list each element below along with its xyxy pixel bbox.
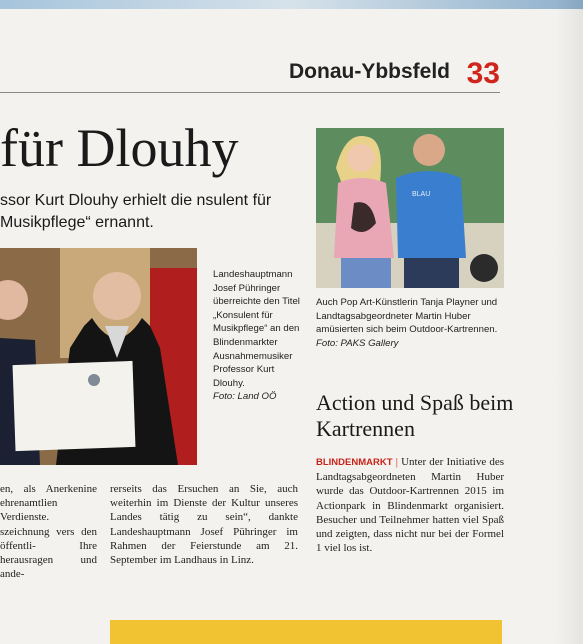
dateline-separator: | — [395, 456, 398, 468]
side-article-title: Action und Spaß beim Kartrennen — [316, 390, 514, 441]
side-article-body — [316, 455, 504, 555]
kart-event-photo — [316, 128, 504, 288]
body-column-2: rerseits das Ersuchen an Sie, auch weiterhin im Dienste der Kultur unseres Landes tätig zu sein“, dankte Landeshauptmann Josef Pühringer im Rahmen der Feierstunde am 21. September im Landhaus in Linz. — [110, 483, 298, 567]
photo-caption-right — [316, 296, 506, 350]
side-article-text: Unter der Initiative des Landtagsabgeordneten Martin Huber wurde das Outdoor-Kartrennen 2015 im Actionpark in Blindenmarkt organisiert. Besucher und Teilnehmer hatten viel Spaß und zeigten, dass nicht nur bei der Formel 1 viel los ist. — [316, 456, 505, 555]
caption-credit: Foto: Land OÖ — [213, 391, 277, 403]
dateline-kicker: BLINDENMARKT — [316, 457, 393, 468]
caption-text: Landeshauptmann Josef Pühringer überreichte den Titel „Konsulent für Musikpflege“ an den Blindenmarkter Ausnahmemusiker Professor Kurt Dlouhy. — [213, 269, 300, 389]
award-ceremony-photo — [0, 248, 197, 465]
shirt-text: BLAU — [412, 191, 431, 198]
top-color-band — [0, 0, 583, 9]
photo-caption-left — [213, 268, 305, 404]
section-name: Donau-Ybbsfeld — [289, 60, 450, 83]
body-column-1: en, als Anerkenine ehrenamtlien Verdienste. szeichnung vers den öffentli- Ihre herausragen und ande- — [0, 483, 97, 581]
caption-credit: Foto: PAKS Gallery — [316, 337, 399, 349]
header-rule — [0, 92, 500, 93]
page-edge-shadow — [555, 0, 583, 644]
main-subhead: ssor Kurt Dlouhy erhielt die nsulent für Musikpflege“ ernannt. — [0, 192, 272, 231]
bottom-ad-bar — [110, 620, 502, 644]
caption-text: Auch Pop Art-Künstlerin Tanja Playner und Landtagsabgeordneter Martin Huber amüsierten sich beim Outdoor-Kartrennen. — [316, 297, 498, 336]
page-number: 33 — [466, 57, 500, 90]
page-header — [0, 57, 500, 94]
main-headline: für Dlouhy — [0, 118, 239, 178]
